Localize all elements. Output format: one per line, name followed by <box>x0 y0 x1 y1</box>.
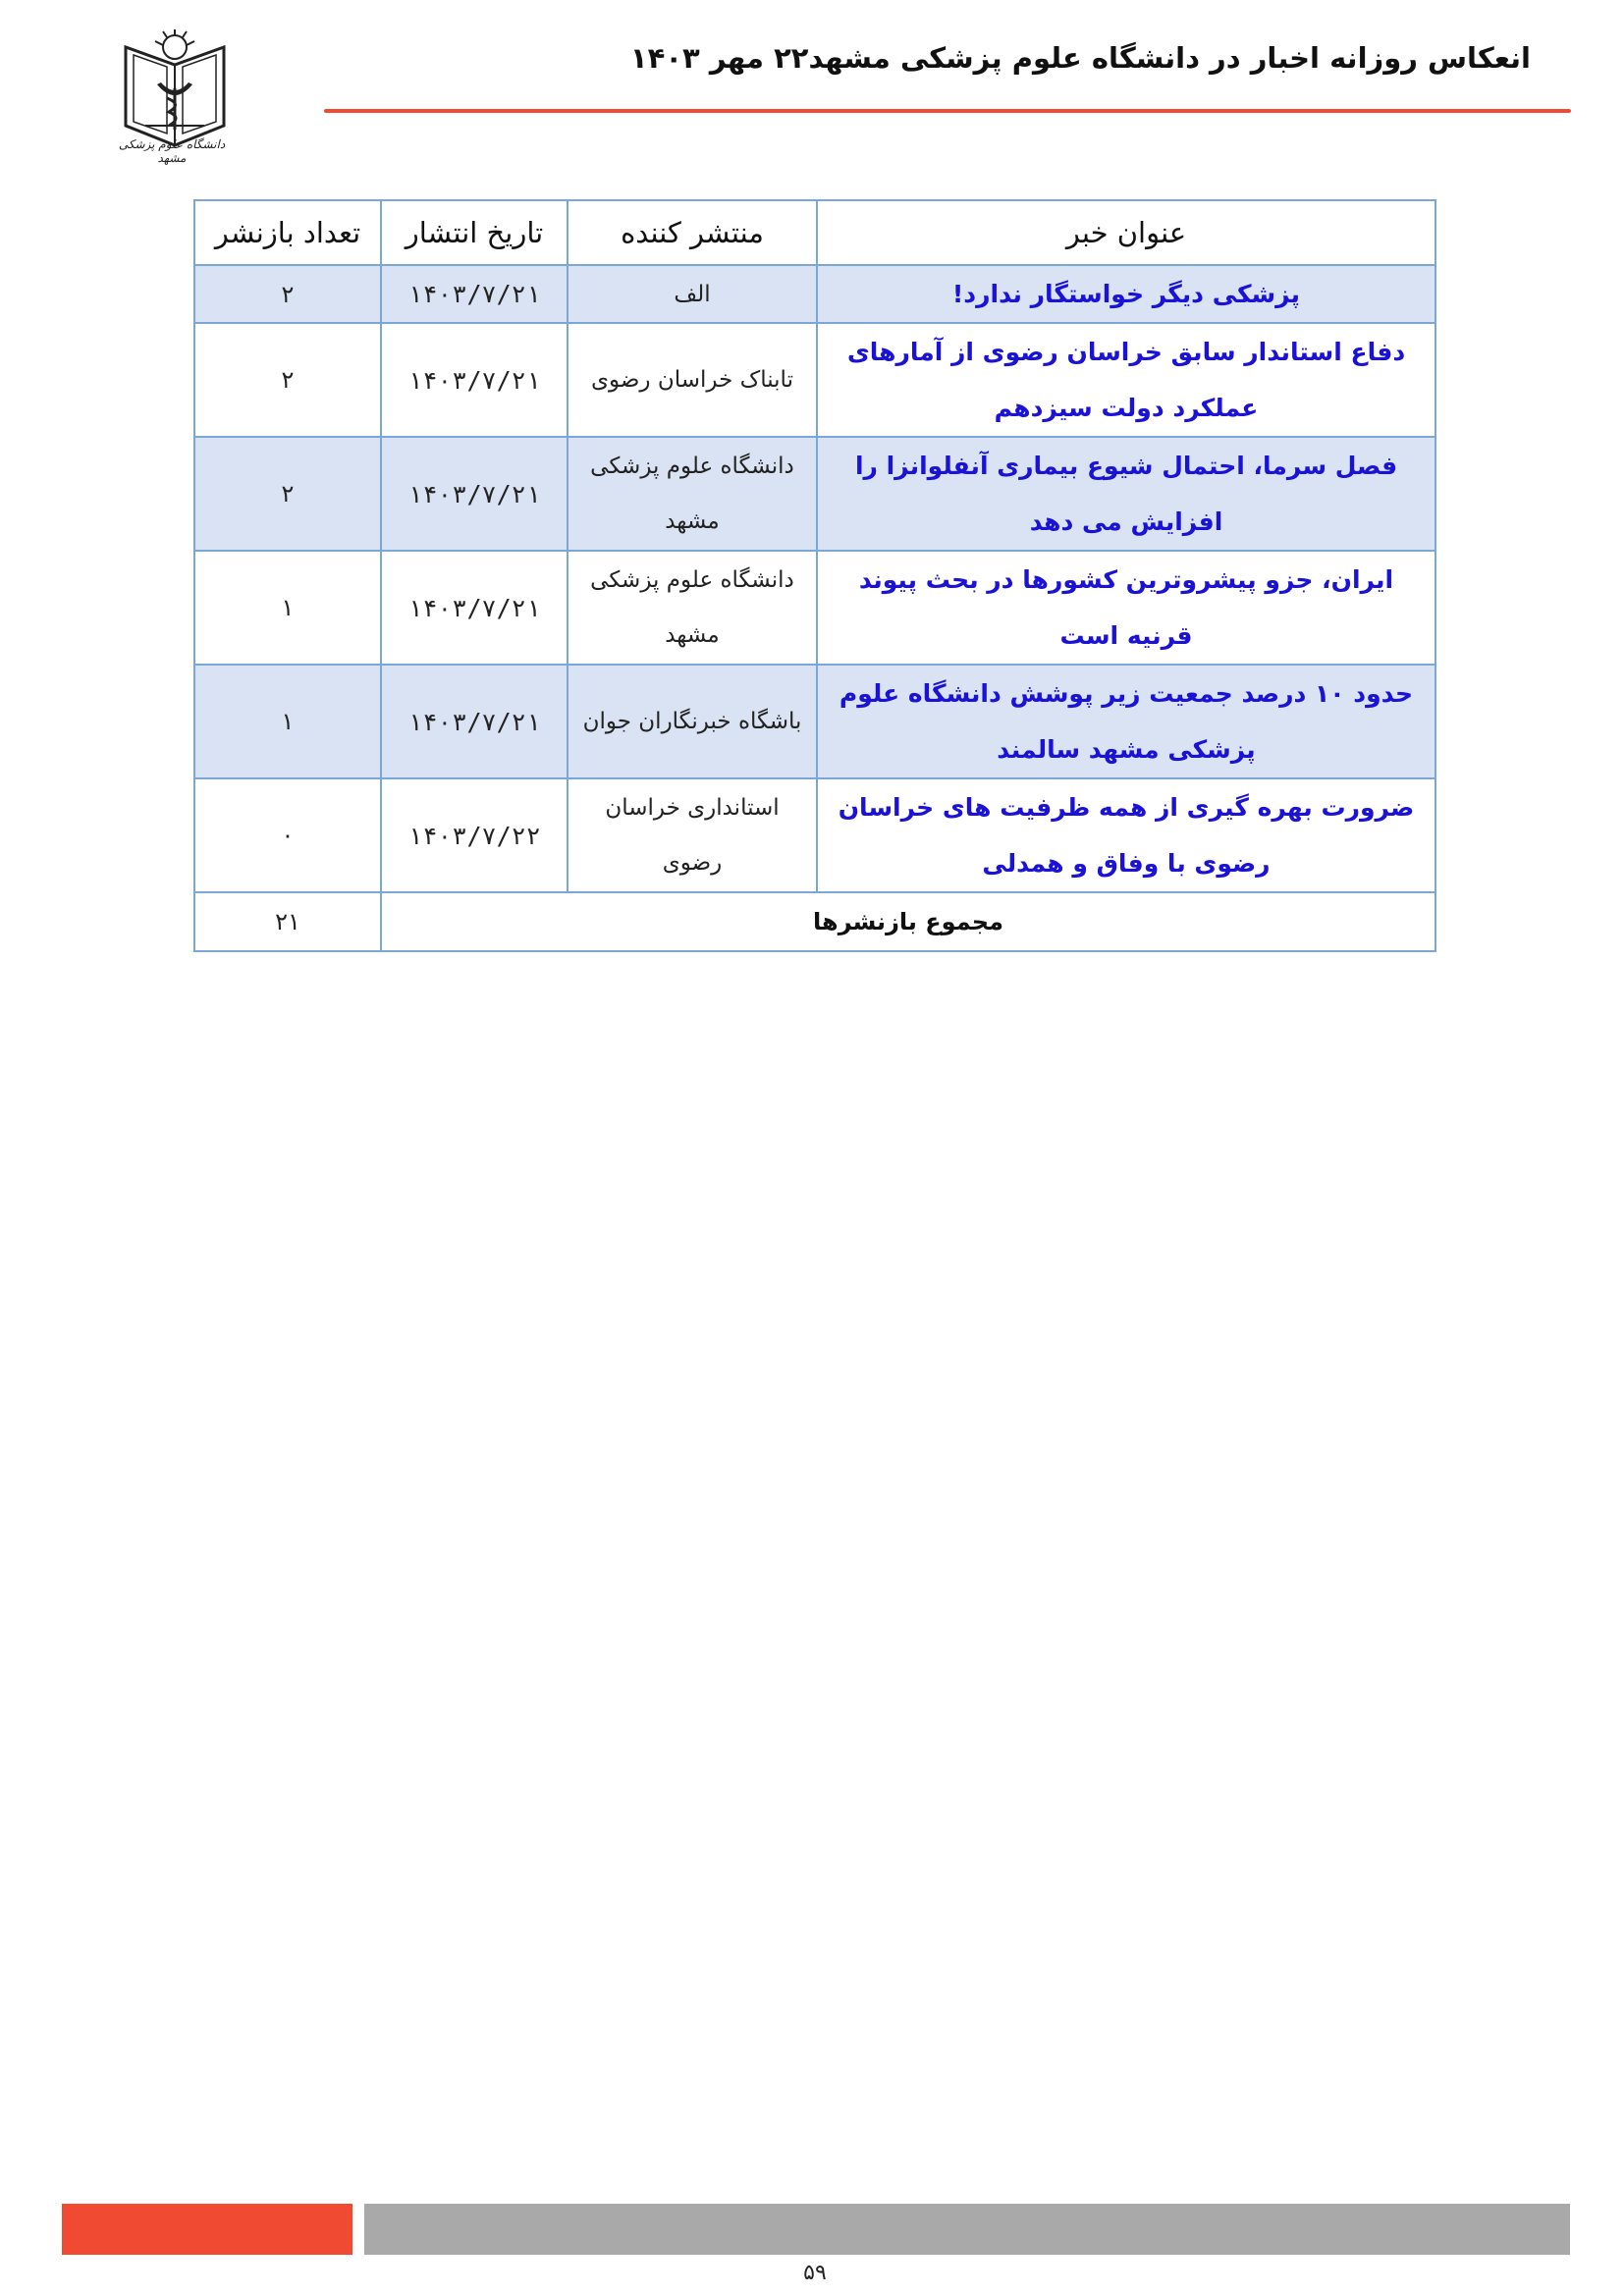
publisher-cell: دانشگاه علوم پزشکی مشهد <box>568 551 817 665</box>
table-row <box>194 265 1435 323</box>
news-title-link[interactable]: پزشکی دیگر خواستگار ندارد! <box>817 265 1435 323</box>
footer-accent-bar <box>62 2204 352 2255</box>
column-header-count: تعداد بازنشر <box>194 200 381 265</box>
publisher-cell: باشگاه خبرنگاران جوان <box>568 665 817 778</box>
table-row <box>194 323 1435 437</box>
count-cell: ۲ <box>194 437 381 551</box>
news-title-link[interactable]: فصل سرما، احتمال شیوع بیماری آنفلوانزا را افزایش می دهد <box>817 437 1435 551</box>
table-row <box>194 665 1435 778</box>
news-title-link[interactable]: ایران، جزو پیشروترین کشورها در بحث پیوند قرنیه است <box>817 551 1435 665</box>
table-row <box>194 551 1435 665</box>
table-row <box>194 437 1435 551</box>
news-title-link[interactable]: ضرورت بهره گیری از همه ظرفیت های خراسان رضوی با وفاق و همدلی <box>817 778 1435 892</box>
column-header-publisher: منتشر کننده <box>568 200 817 265</box>
column-header-date: تاریخ انتشار <box>381 200 568 265</box>
count-cell: ۱ <box>194 665 381 778</box>
date-cell: ۱۴۰۳/۷/۲۱ <box>381 665 568 778</box>
total-row <box>194 892 1435 951</box>
publisher-cell: الف <box>568 265 817 323</box>
total-value: ۲۱ <box>194 892 381 951</box>
news-title-link[interactable]: دفاع استاندار سابق خراسان رضوی از آمارهای عملکرد دولت سیزدهم <box>817 323 1435 437</box>
total-label: مجموع بازنشرها <box>381 892 1435 951</box>
news-table <box>193 199 1436 952</box>
footer-bar <box>364 2204 1570 2255</box>
date-cell: ۱۴۰۳/۷/۲۱ <box>381 323 568 437</box>
count-cell: ۱ <box>194 551 381 665</box>
header-divider <box>324 109 1571 113</box>
table-header-row <box>194 200 1435 265</box>
publisher-cell: تابناک خراسان رضوی <box>568 323 817 437</box>
date-cell: ۱۴۰۳/۷/۲۱ <box>381 551 568 665</box>
news-title-link[interactable]: حدود ۱۰ درصد جمعیت زیر پوشش دانشگاه علوم پزشکی مشهد سالمند <box>817 665 1435 778</box>
table-row <box>194 778 1435 892</box>
publisher-cell: دانشگاه علوم پزشکی مشهد <box>568 437 817 551</box>
page-title: انعکاس روزانه اخبار در دانشگاه علوم پزشکی مشهد۲۲ مهر ۱۴۰۳ <box>629 41 1531 75</box>
logo-caption: دانشگاه علوم پزشکی مشهد <box>118 137 226 165</box>
count-cell: ۲ <box>194 265 381 323</box>
date-cell: ۱۴۰۳/۷/۲۱ <box>381 437 568 551</box>
date-cell: ۱۴۰۳/۷/۲۱ <box>381 265 568 323</box>
publisher-cell: استانداری خراسان رضوی <box>568 778 817 892</box>
count-cell: ۰ <box>194 778 381 892</box>
column-header-title: عنوان خبر <box>817 200 1435 265</box>
count-cell: ۲ <box>194 323 381 437</box>
date-cell: ۱۴۰۳/۷/۲۲ <box>381 778 568 892</box>
page-number: ۵۹ <box>803 2261 827 2285</box>
